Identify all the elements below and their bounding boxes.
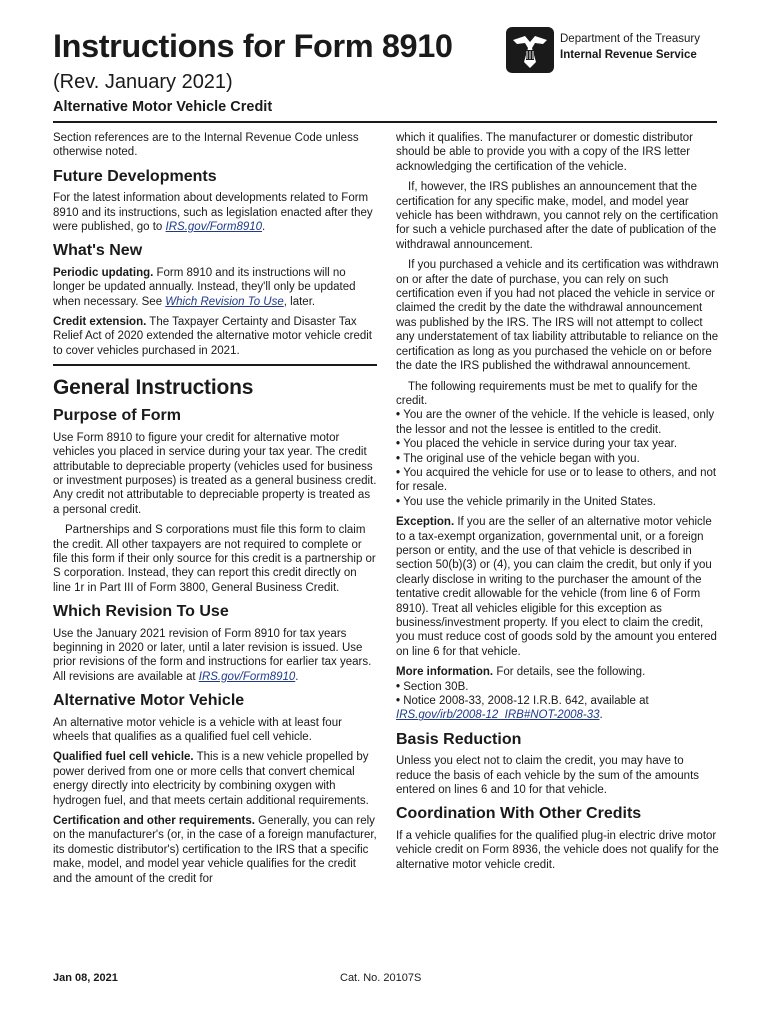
which-revision-text: Use the January 2021 revision of Form 8910 for tax years beginning in 2020 or later, until a later revision is issued. Use prior revisions of the form and instructions for earlier tax years. All revisions are available at IRS.gov/Form8910. xyxy=(53,627,372,683)
bullet-icon: • xyxy=(396,680,404,693)
certification-continued: which it qualifies. The manufacturer or domestic distributor should be able to provide you with a copy of the IRS letter acknowledging the certification of the vehicle. xyxy=(396,132,694,173)
basis-reduction-text: Unless you elect not to claim the credit, you may have to reduce the basis of each vehicle by the sum of the amounts entered on lines 6 and 10 for that vehicle. xyxy=(396,755,700,797)
credit-extension-paragraph xyxy=(53,315,377,358)
credit-ext-text: The Taxpayer Certainty and Disaster Tax Relief Act of 2020 extended the alternative motor vehicle credit to cover vehicles purchased in 2021. xyxy=(53,316,372,357)
general-instructions-heading: General Instructions xyxy=(53,376,254,400)
bullet-icon: • xyxy=(396,452,404,465)
list-item xyxy=(396,466,720,495)
coordination-text: If a vehicle qualifies for the qualified plug-in electric drive motor vehicle credit on Form 8936, the vehicle does not qualify for the alternative motor vehicle credit. xyxy=(396,829,719,871)
bullet-text: You placed the vehicle in service during your tax year. xyxy=(403,438,678,451)
purpose-heading: Purpose of Form xyxy=(53,407,182,425)
which-revision-heading: Which Revision To Use xyxy=(53,603,229,621)
section-rule xyxy=(53,364,377,366)
bullet-text: The original use of the vehicle began with you. xyxy=(403,452,640,465)
amv-text: An alternative motor vehicle is a vehicle with at least four wheels that qualifies as a qualified fuel cell vehicle. xyxy=(53,716,342,744)
list-item xyxy=(396,452,720,466)
credit-ext-label: Credit extension. xyxy=(53,316,147,329)
coordination-heading: Coordination With Other Credits xyxy=(396,805,642,823)
cert-text: Generally, you can rely on the manufacturer's (or, in the case of a foreign manufacturer, its domestic distributor's) certification to the IRS that a specific make, model, and model year vehicle qualifies for the credit and the amount of the credit for xyxy=(53,815,377,885)
purpose-paragraph-1: Use Form 8910 to figure your credit for alternative motor vehicles you placed in service during your tax year. The credit attributable to depreciable property (vehicles used for business or investment purposes) is treated as a general business credit. Any credit not attributable to depreciable property is treated as a personal credit. xyxy=(53,431,377,516)
withdrawn-paragraph-2: If you purchased a vehicle and its certification was withdrawn on or after the date of purchase, you can rely on such certification even if you had not placed the vehicle in service or claimed the credit by the date the withdrawal announcement was published by the IRS. The IRS will not attempt to collect any understatement of tax liability attributable to reliance on the certification as long as you purchased the vehicle on or before the date the IRS published the withdrawal announcement. xyxy=(396,259,719,373)
bullet-icon: • xyxy=(396,695,404,708)
notice-2008-33-link[interactable]: IRS.gov/irb/2008-12_IRB#NOT-2008-33 xyxy=(396,709,600,722)
bullet-text: You are the owner of the vehicle. If the vehicle is leased, only the lessor and not the lessee is entitled to the credit. xyxy=(396,409,715,436)
left-column xyxy=(53,131,377,886)
list-item xyxy=(396,437,720,451)
basis-reduction-heading: Basis Reduction xyxy=(396,730,522,748)
bullet-icon: • xyxy=(396,466,404,479)
list-item xyxy=(396,408,720,437)
withdrawn-paragraph-1: If, however, the IRS publishes an announcement that the certification for any specific make, model, and model year vehicle has been withdrawn, you cannot rely on the certification for such a vehicle purchased after the date of publication of the withdrawal announcement. xyxy=(396,181,719,251)
which-revision-link[interactable]: Which Revision To Use xyxy=(165,295,284,308)
list-item xyxy=(396,495,720,509)
bullet-text: You acquired the vehicle for use or to lease to others, and not for resale. xyxy=(396,466,717,494)
right-column xyxy=(396,131,720,878)
cert-label: Certification and other requirements. xyxy=(53,815,255,828)
future-developments-heading: Future Developments xyxy=(53,167,217,185)
agency-irs: Internal Revenue Service xyxy=(560,48,697,61)
qfcv-label: Qualified fuel cell vehicle. xyxy=(53,751,194,764)
exception-label: Exception. xyxy=(396,516,455,529)
irs-form8910-link-2[interactable]: IRS.gov/Form8910 xyxy=(198,670,296,683)
more-label: More information. xyxy=(396,666,494,679)
page-title: Instructions for Form 8910 xyxy=(53,28,453,64)
which-text: Use the January 2021 revision of Form 8910 for tax years beginning in 2020 or later, until a later revision is issued. Use prior revisions of the form and instructions for earlier tax years. All revisions are available at xyxy=(53,627,372,683)
bullet-icon: • xyxy=(396,409,404,422)
qualified-fuel-cell-paragraph xyxy=(53,750,377,808)
bullet-icon: • xyxy=(396,495,404,508)
intro-text: Section references are to the Internal Revenue Code unless otherwise noted. xyxy=(53,132,359,159)
agency-department: Department of the Treasury xyxy=(560,33,700,45)
revision-date: (Rev. January 2021) xyxy=(53,71,233,93)
qfcv-text: This is a new vehicle propelled by power derived from one or more cells that convert chemical energy directly into electricity by combining oxygen with hydrogen fuel, and that meets certain additional requirements. xyxy=(53,751,369,807)
alternative-motor-vehicle-heading: Alternative Motor Vehicle xyxy=(53,692,245,710)
bullet-text: Section 30B. xyxy=(403,680,469,693)
bullet-text: You use the vehicle primarily in the United States. xyxy=(403,495,656,508)
periodic-label: Periodic updating. xyxy=(53,266,154,279)
periodic-updating-paragraph xyxy=(53,266,377,309)
irs-eagle-seal-icon xyxy=(505,26,555,74)
future-text: For the latest information about developments related to Form 8910 and its instructions, such as legislation enacted after they were published, go to xyxy=(53,192,373,234)
requirements-intro: The following requirements must be met to qualify for the credit. xyxy=(396,380,698,407)
exception-text: If you are the seller of an alternative motor vehicle to a tax-exempt organization, governmental unit, or a foreign person or entity, and the use of that vehicle is described in section 50(b)(3) or (4), you can claim the credit, but only if you clearly disclose in writing to the purchaser the amount of the tentative credit allowable for the vehicle (from line 6 of Form 8910). Treat all vehicles eligible for this exception as business/investment property. If you elect to claim the credit, you must reduce cost of goods sold by the amount you entered on line 6 for that vehicle. xyxy=(396,516,717,658)
agency-name xyxy=(560,32,700,63)
more-information-paragraph xyxy=(396,665,720,679)
periodic-text: Form 8910 and its instructions will no longer be updated annually. Instead, they'll only be updated when necessary. See xyxy=(53,266,356,308)
bullet-icon: • xyxy=(396,438,404,451)
certification-paragraph xyxy=(53,814,377,886)
more-text: For details, see the following. xyxy=(493,666,646,679)
list-item xyxy=(396,680,720,694)
list-item: • Notice 2008-33, 2008-12 I.R.B. 642, available at IRS.gov/irb/2008-12_IRB#NOT-2008-33. xyxy=(396,695,649,722)
footer-cat-no: Cat. No. 20107S xyxy=(340,972,422,984)
whats-new-heading: What's New xyxy=(53,242,143,260)
footer-date: Jan 08, 2021 xyxy=(53,972,118,984)
purpose-paragraph-2: Partnerships and S corporations must file this form to claim the credit. All other taxpayers are not required to complete or file this form if their only source for this credit is a partnership or S corporation. Instead, they can report this credit directly on line 1r in Part III of Form 3800, General Business Credit. xyxy=(53,524,376,594)
header-rule xyxy=(53,121,717,123)
form-subtitle: Alternative Motor Vehicle Credit xyxy=(53,99,273,115)
exception-paragraph xyxy=(396,515,720,659)
irs-form8910-link[interactable]: IRS.gov/Form8910 xyxy=(165,221,263,234)
future-developments-text: For the latest information about developments related to Form 8910 and its instructions, such as legislation enacted after they were published, go to IRS.gov/Form8910. xyxy=(53,192,373,234)
periodic-end: , later. xyxy=(283,295,316,308)
bullet-text: Notice 2008-33, 2008-12 I.R.B. 642, available at xyxy=(403,695,649,708)
